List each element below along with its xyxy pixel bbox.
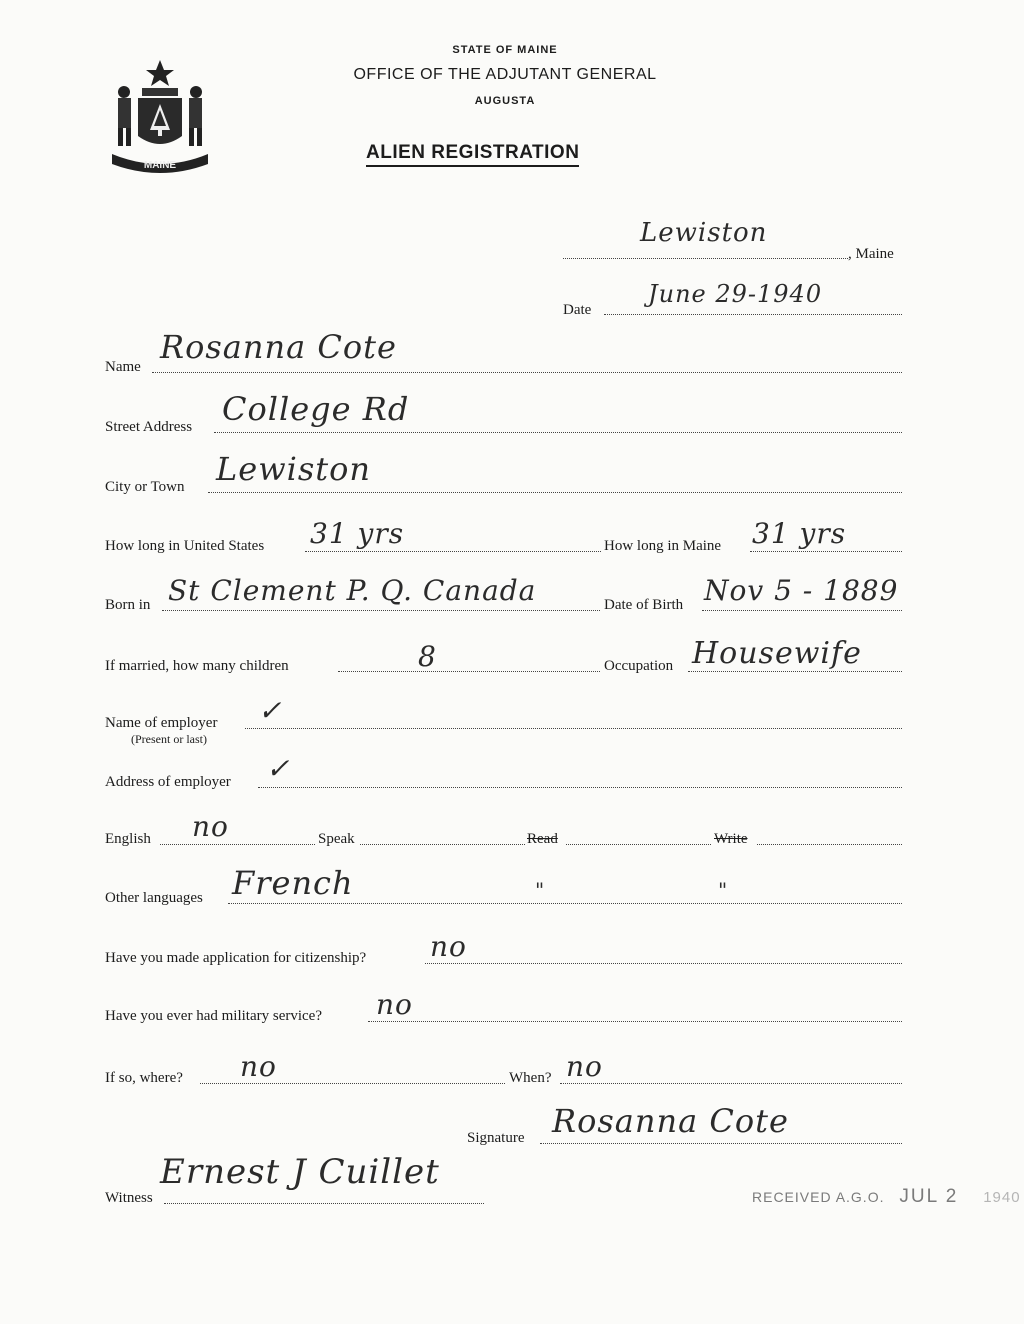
children-label: If married, how many children bbox=[105, 658, 289, 674]
where-value: no bbox=[240, 1050, 277, 1083]
maine-label: , Maine bbox=[848, 246, 894, 262]
how-long-maine-label: How long in Maine bbox=[604, 538, 722, 554]
form-title: ALIEN REGISTRATION bbox=[366, 142, 579, 167]
when-label: When? bbox=[509, 1070, 552, 1086]
state-heading: STATE OF MAINE bbox=[452, 44, 558, 56]
date-of-birth-value: Nov 5 - 1889 bbox=[704, 574, 899, 607]
how-long-maine-value: 31 yrs bbox=[752, 517, 847, 550]
occupation-value: Housewife bbox=[692, 636, 862, 671]
occupation-field bbox=[688, 671, 902, 672]
born-in-value: St Clement P. Q. Canada bbox=[168, 574, 537, 607]
stamp-received: RECEIVED A.G.O. bbox=[752, 1189, 885, 1205]
name-label: Name bbox=[105, 359, 141, 375]
town-field bbox=[563, 258, 848, 259]
citizenship-field bbox=[425, 963, 902, 964]
citizenship-label: Have you made application for citizenship? bbox=[105, 950, 367, 966]
employer-address-field bbox=[258, 787, 902, 788]
when-value: no bbox=[566, 1050, 603, 1083]
children-field bbox=[338, 671, 600, 672]
witness-value: Ernest J Cuillet bbox=[160, 1152, 440, 1192]
write-field bbox=[757, 844, 902, 845]
how-long-us-label: How long in United States bbox=[105, 538, 265, 554]
signature-field bbox=[540, 1143, 902, 1144]
street-field bbox=[214, 432, 902, 433]
state-seal-icon bbox=[108, 58, 212, 178]
witness-label: Witness bbox=[105, 1190, 153, 1206]
street-value: College Rd bbox=[222, 390, 410, 428]
date-field bbox=[604, 314, 902, 315]
ditto-mark-read: " bbox=[535, 878, 546, 902]
stamp-date: JUL 2 bbox=[899, 1186, 959, 1207]
date-value: June 29-1940 bbox=[648, 280, 823, 308]
stamp-year: 1940 bbox=[983, 1189, 1021, 1206]
speak-label: Speak bbox=[318, 831, 355, 847]
military-value: no bbox=[376, 988, 413, 1021]
date-label: Date bbox=[563, 302, 592, 318]
when-field bbox=[560, 1083, 902, 1084]
employer-name-field bbox=[245, 728, 902, 729]
born-in-label: Born in bbox=[105, 597, 151, 613]
where-field bbox=[200, 1083, 505, 1084]
employer-address-value: ✓ bbox=[266, 752, 291, 785]
occupation-label: Occupation bbox=[604, 658, 674, 674]
name-value: Rosanna Cote bbox=[160, 328, 397, 366]
english-value: no bbox=[192, 810, 229, 843]
other-languages-label: Other languages bbox=[105, 890, 203, 906]
citizenship-value: no bbox=[430, 930, 467, 963]
speak-field bbox=[360, 844, 525, 845]
witness-field bbox=[164, 1203, 484, 1204]
how-long-maine-field bbox=[750, 551, 902, 552]
read-field bbox=[566, 844, 711, 845]
read-label: Read bbox=[527, 831, 558, 847]
write-label: Write bbox=[714, 831, 748, 847]
military-label: Have you ever had military service? bbox=[105, 1008, 322, 1024]
name-field bbox=[152, 372, 902, 373]
received-stamp bbox=[752, 1186, 1021, 1208]
how-long-us-value: 31 yrs bbox=[310, 517, 405, 550]
other-languages-value: French bbox=[232, 864, 354, 902]
how-long-us-field bbox=[305, 551, 601, 552]
born-in-field bbox=[162, 610, 600, 611]
city-heading: AUGUSTA bbox=[474, 95, 536, 107]
town-value: Lewiston bbox=[640, 218, 768, 248]
other-languages-field bbox=[228, 903, 902, 904]
employer-name-label: Name of employer bbox=[105, 715, 218, 731]
svg-text:MAINE: MAINE bbox=[143, 160, 177, 171]
employer-name-value: ✓ bbox=[258, 694, 283, 727]
street-label: Street Address bbox=[105, 419, 193, 435]
employer-address-label: Address of employer bbox=[105, 774, 231, 790]
where-label: If so, where? bbox=[105, 1070, 183, 1086]
date-of-birth-label: Date of Birth bbox=[604, 597, 684, 613]
city-field bbox=[208, 492, 902, 493]
signature-label: Signature bbox=[467, 1130, 525, 1146]
employer-note: (Present or last) bbox=[131, 732, 207, 746]
date-of-birth-field bbox=[702, 610, 902, 611]
children-value: 8 bbox=[418, 640, 437, 673]
city-value: Lewiston bbox=[216, 450, 371, 488]
english-field bbox=[160, 844, 315, 845]
military-field bbox=[368, 1021, 902, 1022]
city-label: City or Town bbox=[105, 479, 185, 495]
signature-value: Rosanna Cote bbox=[552, 1102, 789, 1140]
english-label: English bbox=[105, 831, 151, 847]
office-heading: OFFICE OF THE ADJUTANT GENERAL bbox=[353, 66, 657, 83]
ditto-mark-write: " bbox=[718, 878, 729, 902]
